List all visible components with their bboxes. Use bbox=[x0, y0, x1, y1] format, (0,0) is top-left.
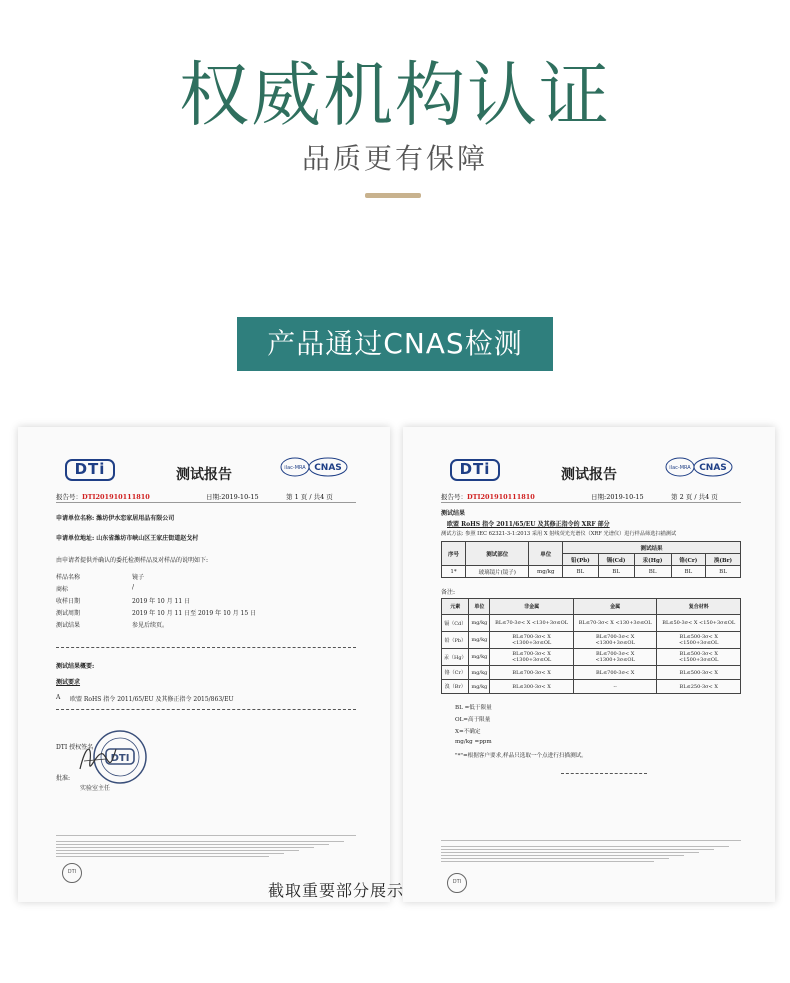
cnas-banner: 产品通过CNAS检测 bbox=[237, 317, 553, 371]
caption: 截取重要部分展示 bbox=[268, 881, 405, 900]
footer-fineprint bbox=[441, 844, 741, 864]
footer-fineprint bbox=[56, 839, 356, 859]
accent-divider bbox=[365, 193, 421, 198]
table-header: 测试部位 bbox=[466, 542, 529, 566]
fineprint-line bbox=[56, 841, 344, 842]
dashed-divider bbox=[56, 709, 356, 710]
applicant-address: 申请单位地址: 山东省潍坊市峡山区王家庄街道赵戈村 bbox=[56, 535, 199, 542]
results-table bbox=[441, 541, 741, 578]
field-label: 测试周期 bbox=[56, 610, 81, 617]
divider bbox=[441, 502, 741, 503]
applicant-name: 申请单位名称: 潍坊伊水恋家居用品有限公司 bbox=[56, 515, 175, 522]
field-value: 参见后续页。 bbox=[132, 622, 169, 629]
fineprint-line bbox=[56, 856, 269, 857]
limits-table bbox=[441, 598, 741, 694]
fineprint-line bbox=[56, 847, 314, 848]
note-item: mg/kg =ppm bbox=[455, 739, 492, 745]
table-header: 铬(Cr) bbox=[671, 554, 705, 566]
summary-title: 测试结果概要: bbox=[56, 663, 95, 670]
note-item: BL =低于限量 bbox=[455, 705, 492, 711]
table-row: 镉（Cd） mg/kg BL≤70-3σ< X <130+3σ≤OL BL≤70-3σ< X <130+3σ≤OL BL≤50-3σ< X <150+3σ≤OL bbox=[442, 615, 741, 632]
requirement-title: 测试要求 bbox=[56, 679, 81, 686]
seal-org: DTI 授权签名 bbox=[56, 744, 94, 751]
fineprint-line bbox=[441, 855, 684, 856]
table-header: 汞(Hg) bbox=[634, 554, 671, 566]
remark-label: 备注: bbox=[441, 589, 456, 596]
table-header: 镉(Cd) bbox=[598, 554, 634, 566]
svg-text:ilac-MRA: ilac-MRA bbox=[669, 465, 691, 471]
note-item: X=不确定 bbox=[455, 729, 481, 735]
section-title: 测试结果 bbox=[441, 510, 466, 517]
fineprint-line bbox=[56, 844, 329, 845]
field-label: 样品名称 bbox=[56, 574, 81, 581]
svg-text:ilac-MRA: ilac-MRA bbox=[284, 465, 306, 471]
approver-label: 批准: bbox=[56, 775, 71, 782]
divider bbox=[56, 502, 356, 503]
table-header: 金属 bbox=[573, 599, 657, 615]
signature-icon bbox=[76, 739, 120, 775]
fineprint-line bbox=[441, 846, 729, 847]
table-header: 序号 bbox=[442, 542, 466, 566]
page-subheadline: 品质更有保障 bbox=[301, 142, 488, 175]
ilac-cnas-badge-icon bbox=[280, 457, 350, 477]
report-number: 报告号：DTI201910111810 bbox=[56, 493, 150, 501]
table-header: 测试结果 bbox=[563, 542, 741, 554]
dashed-divider bbox=[561, 773, 647, 774]
svg-text:DTI: DTI bbox=[110, 753, 130, 764]
table-header: 铅(Pb) bbox=[563, 554, 599, 566]
fineprint-line bbox=[56, 853, 284, 854]
doc-title: 测试报告 bbox=[176, 467, 232, 483]
table-header: 单位 bbox=[469, 599, 490, 615]
svg-text:CNAS: CNAS bbox=[314, 463, 342, 473]
table-row: 铅（Pb） mg/kg BL≤700-3σ< X <1300+3σ≤OL BL≤700-3σ< X <1300+3σ≤OL BL≤500-3σ< X <1500+3σ≤OL bbox=[442, 632, 741, 649]
table-header: 非金属 bbox=[490, 599, 574, 615]
note-item: OL=高于限量 bbox=[455, 717, 491, 723]
table-row: 1* 玻璃镜片(镜子) mg/kg BL BL BL BL BL bbox=[442, 566, 741, 578]
dti-logo: DTi bbox=[65, 459, 115, 481]
report-date: 日期:2019-10-15 bbox=[206, 493, 259, 501]
report-page: 第 1 页 / 共4 页 bbox=[286, 493, 333, 501]
field-label: 测试结果 bbox=[56, 622, 81, 629]
report-number: 报告号：DTI201910111810 bbox=[441, 493, 535, 501]
field-value: 镜子 bbox=[132, 574, 145, 581]
table-header: 元素 bbox=[442, 599, 469, 615]
approver-role: 实验室主任 bbox=[80, 785, 111, 792]
svg-text:CNAS: CNAS bbox=[699, 463, 727, 473]
table-header: 溴(Br) bbox=[706, 554, 741, 566]
report-date: 日期:2019-10-15 bbox=[591, 493, 644, 501]
fineprint-line bbox=[56, 850, 299, 851]
certificate-page-1 bbox=[18, 427, 390, 902]
footer-logo-icon: DTI bbox=[447, 873, 467, 893]
table-row: 溴（Br） mg/kg BL≤300-3σ< X -- BL≤250-3σ< X bbox=[442, 680, 741, 694]
table-header: 复合材料 bbox=[657, 599, 741, 615]
intro-text: 由申请者提供并确认的委托检测样品及对样品的说明如下: bbox=[56, 557, 209, 564]
doc-title: 测试报告 bbox=[561, 467, 617, 483]
field-label: 商标 bbox=[56, 586, 69, 593]
table-row: 铬（Cr） mg/kg BL≤700-3σ< X BL≤700-3σ< X BL≤500-3σ< X bbox=[442, 666, 741, 680]
footer-divider bbox=[441, 840, 741, 841]
footer-divider bbox=[56, 835, 356, 836]
requirement-item: 欧盟 RoHS 指令 2011/65/EU 及其修正指令 2015/863/EU bbox=[70, 696, 234, 703]
footer-logo-icon: DTI bbox=[62, 863, 82, 883]
dti-logo: DTi bbox=[450, 459, 500, 481]
table-header: 单位 bbox=[529, 542, 563, 566]
certificate-page-2 bbox=[403, 427, 775, 902]
fineprint-line bbox=[441, 858, 669, 859]
method-text: 测试方法: 参照 IEC 62321-3-1:2013 采用 X 射线荧光光谱仪（XRF 光谱仪）进行样品筛选扫描测试 bbox=[441, 531, 677, 537]
fineprint-line bbox=[441, 861, 654, 862]
field-value: 2019 年 10 月 11 日至 2019 年 10 月 15 日 bbox=[132, 610, 257, 617]
field-value: / bbox=[132, 584, 135, 591]
fineprint-line bbox=[441, 849, 714, 850]
table-row: 汞（Hg） mg/kg BL≤700-3σ< X <1300+3σ≤OL BL≤700-3σ< X <1300+3σ≤OL BL≤500-3σ< X <1500+3σ≤OL bbox=[442, 649, 741, 666]
report-page: 第 2 页 / 共4 页 bbox=[671, 493, 718, 501]
note-item: "*"=根据客户要求,样品只选取一个点进行扫描测试。 bbox=[455, 753, 587, 759]
directive-title: 欧盟 RoHS 指令 2011/65/EU 及其修正指令的 XRF 部分 bbox=[447, 521, 610, 528]
dashed-divider bbox=[56, 647, 356, 648]
fineprint-line bbox=[441, 852, 699, 853]
field-value: 2019 年 10 月 11 日 bbox=[132, 598, 191, 605]
ilac-cnas-badge-icon bbox=[665, 457, 735, 477]
requirement-label: A bbox=[56, 694, 61, 701]
page-headline: 权威机构认证 bbox=[179, 54, 611, 136]
field-label: 收样日期 bbox=[56, 598, 81, 605]
